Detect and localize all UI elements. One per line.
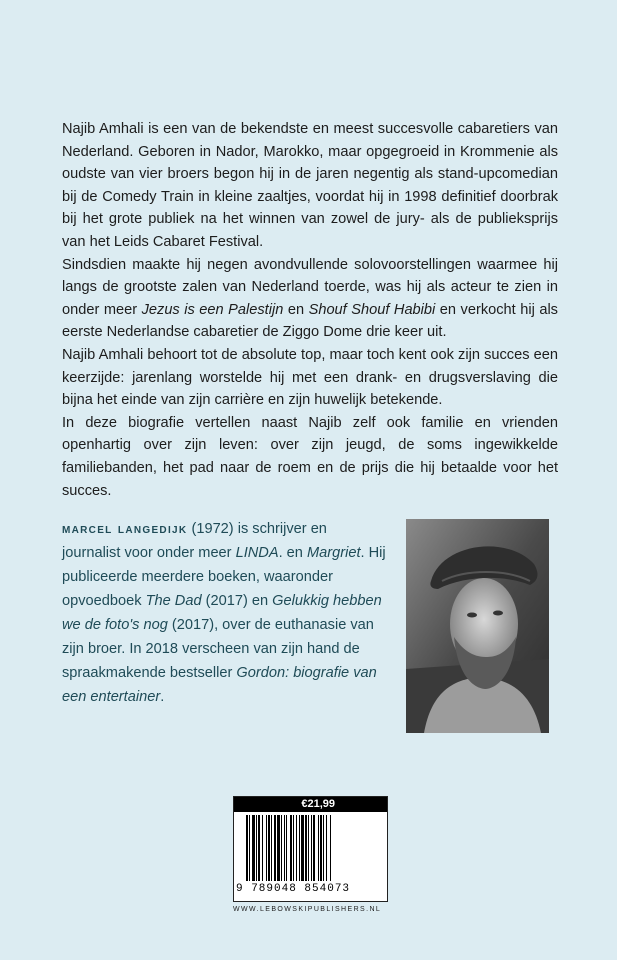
blurb-paragraph-3: Najib Amhali behoort tot de absolute top, maar toch kent ook zijn succes een keerzijde: jarenlang worstelde hij met een drank- en drugsverslaving die bijna het einde van zijn carrière en zijn huwelijk betekende. xyxy=(62,346,558,409)
book-blurb xyxy=(62,118,558,502)
author-bio xyxy=(62,517,388,709)
author-photo xyxy=(406,519,549,733)
author-name: marcel langedijk xyxy=(62,521,188,537)
barcode-bars xyxy=(246,815,376,881)
price-text: €21,99 xyxy=(301,798,335,810)
author-bio-text-4: (2017) en xyxy=(201,593,273,609)
blurb-paragraph-4: In deze biografie vertellen naast Najib zelf ook familie en vrienden openhartig over zijn leven: over zijn jeugd, de soms ingewikkelde familiebanden, het pad naar de roem en de prijs die hij betaalde voor het succes. xyxy=(62,414,558,499)
publisher-website: WWW.LEBOWSKIPUBLISHERS.NL xyxy=(233,906,382,913)
book-title-3: Gordon: biografie van een entertainer xyxy=(62,665,377,705)
author-bio-text-3: . Hij publiceerde meerdere boeken, waaronder opvoedboek xyxy=(62,545,386,609)
author-portrait-image xyxy=(406,519,549,733)
blurb-p2-text-a: Sindsdien maakte hij negen avondvullende solovoorstellingen waarmee hij langs de grootste zalen van Nederland toerde, was hij als acteur te zien in onder meer xyxy=(62,256,558,318)
barcode xyxy=(233,796,388,902)
author-bio-text-6: . xyxy=(160,689,165,705)
film-title-1: Jezus is een Palestijn xyxy=(141,301,284,318)
film-title-2: Shouf Shouf Habibi xyxy=(308,301,436,318)
book-title-1: The Dad xyxy=(145,593,202,609)
blurb-p2-text-b: en xyxy=(283,301,309,318)
magazine-title-2: Margriet xyxy=(306,545,361,561)
price-label xyxy=(234,797,387,812)
magazine-title-1: LINDA xyxy=(235,545,279,561)
author-bio-text-5: (2017), over de euthanasie van zijn broer. In 2018 verscheen van zijn hand de spraakmakende bestseller xyxy=(62,617,374,681)
isbn-number: 9 789048 854073 xyxy=(236,883,351,895)
book-title-2: Gelukkig hebben we de foto's nog xyxy=(62,593,382,633)
blurb-paragraph-2 xyxy=(62,254,558,344)
author-bio-text-2: . en xyxy=(278,545,307,561)
blurb-p2-text-c: en verkocht hij als eerste Nederlandse cabaretier de Ziggo Dome drie keer uit. xyxy=(62,301,558,341)
blurb-paragraph-1: Najib Amhali is een van de bekendste en meest succesvolle cabaretiers van Nederland. Geboren in Nador, Marokko, maar opgegroeid in Krommenie als oudste van vier broers begon hij in de jaren negentig als stand-upcomedian bij de Comedy Train in kleine zaaltjes, voordat hij in 1998 definitief doorbrak bij het grote publiek na het winnen van zowel de jury- als de publieksprijs van het Leids Cabaret Festival. xyxy=(62,121,558,250)
author-bio-text-1: (1972) is schrijver en journalist voor onder meer xyxy=(62,521,327,561)
